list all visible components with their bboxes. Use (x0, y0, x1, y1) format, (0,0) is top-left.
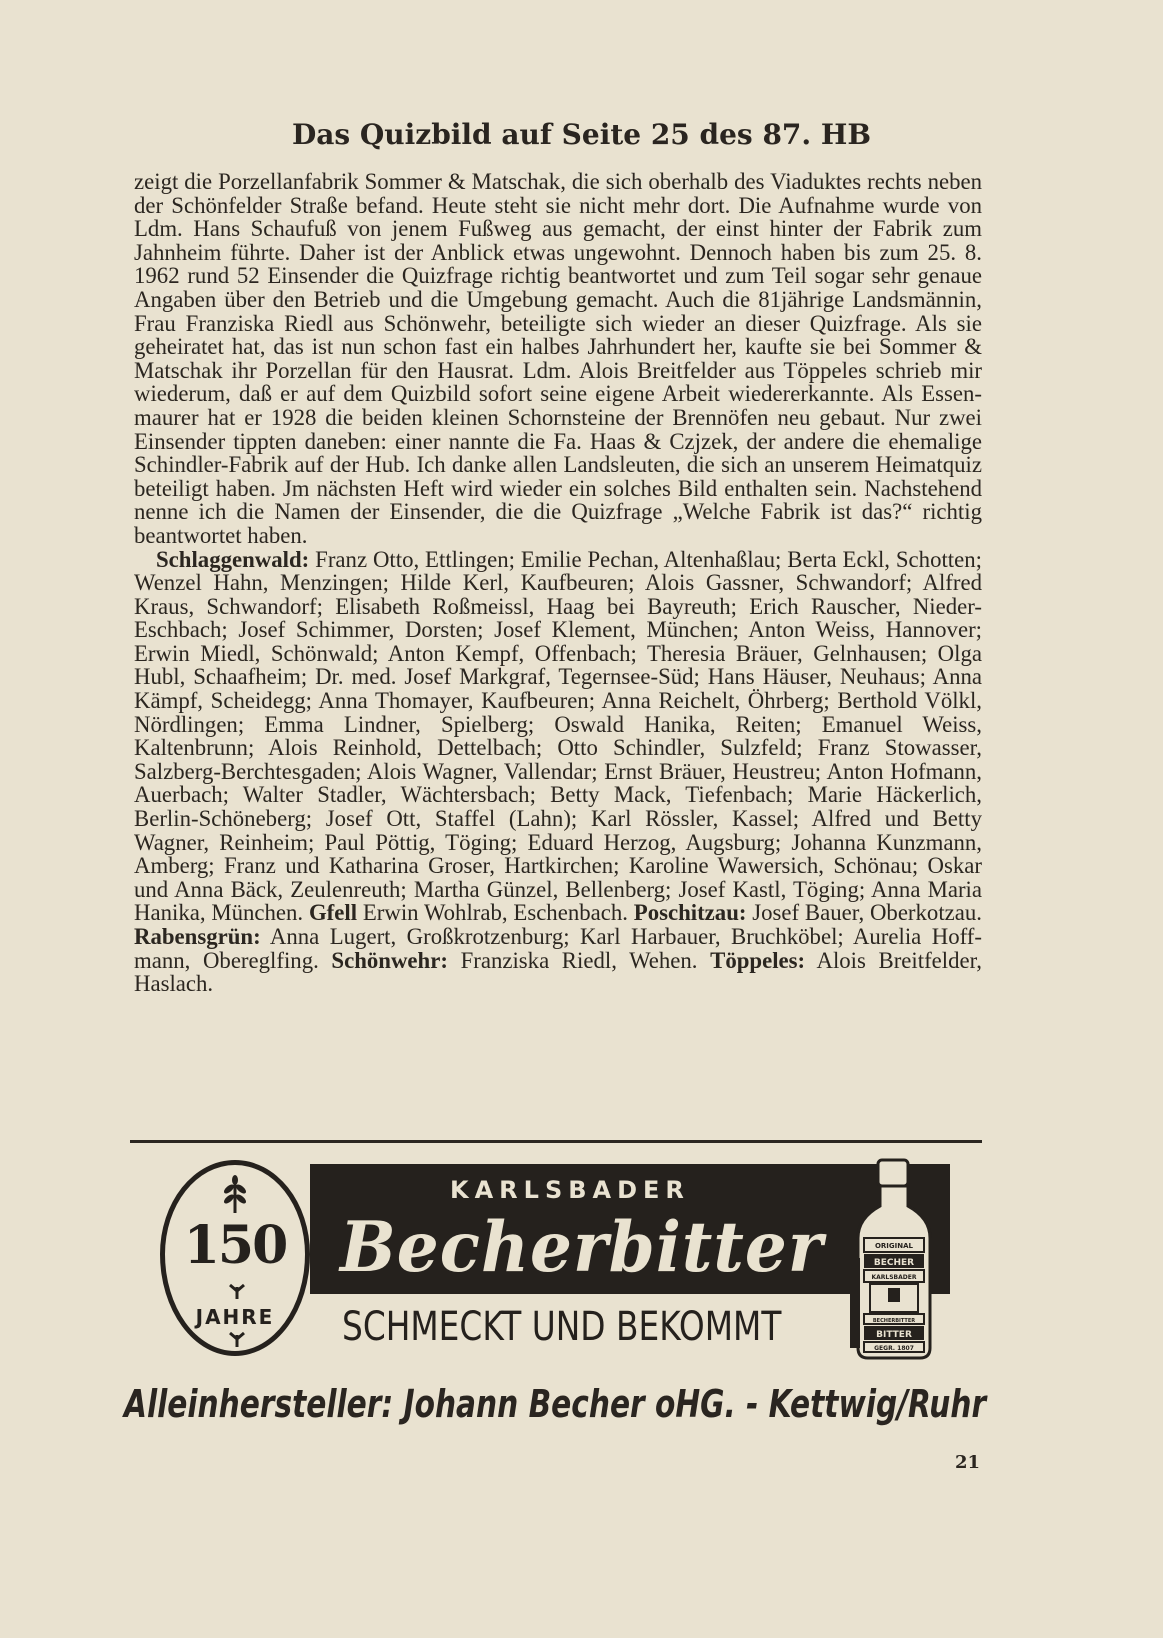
place-heading: Poschitzau: (633, 900, 747, 926)
bottle-label-text: BECHERBITTER (872, 1318, 916, 1324)
manufacturer-line: Alleinhersteller: Johann Becher oHG. - Kettwig/Ruhr (124, 1382, 987, 1426)
advertisement (160, 1158, 978, 1368)
bottle-label-text: GEGR. 1807 (874, 1345, 914, 1352)
badge-label: JAHRE (195, 1305, 275, 1329)
names-list: Franziska Riedl, Wehen. (447, 947, 711, 973)
names-list: Franz Otto, Ettlingen; Emilie Pechan, Altenhaßlau; Berta Eckl, Schotten; Wenzel Hahn, Menzingen; Hilde Kerl, Kaufbeuren; Alois Gassner, Schwandorf; Alfred Kraus, Schwandorf; Elisabeth Roßmeissl, Haag bei Bayreuth; Erich Rauscher, Nieder-Eschbach; Josef Schimmer, Dorsten; Josef Klement, München; Anton Weiss, Hannover; Erwin Miedl, Schönwald; Anton Kempf, Offenbach; Theresia Bräuer, Gelnhausen; Olga Hubl, Schaafheim; Dr. med. Josef Markgraf, Tegernsee-Süd; Hans Häuser, Neuhaus; Anna Kämpf, Scheidegg; Anna Thomayer, Kaufbeuren; Anna Reichelt, Öhrberg; Berthold Völkl, Nördlingen; Emma Lindner, Spielberg; Oswald Hanika, Reiten; Emanuel Weiss, Kaltenbrunn; Alois Reinhold, Dettelbach; Otto Schindler, Sulzfeld; Franz Stowasser, Salzberg-Berchtesgaden; Alois Wagner, Vallendar; Ernst Bräuer, Heustreu; Anton Hofmann, Auerbach; Walter Stadler, Wächtersbach; Betty Mack, Tiefenbach; Marie Häckerlich, Berlin-Schöneberg; Josef Ott, Staffel (Lahn); Karl Rössler, Kassel; Alfred und Betty Wagner, Reinheim; Paul Pöttig, Töging; Eduard Herzog, Augsburg; Johanna Kunzmann, Amberg; Franz und Katharina Groser, Hartkirchen; Karoline Wawersich, Schönau; Oskar und Anna Bäck, Zeulenreuth; Martha Günzel, Bellenberg; Josef Kastl, Töging; Anna Maria Hanika, München. (134, 546, 982, 926)
place-heading: Rabensgrün: (134, 924, 261, 949)
bottle-label-text: KARLSBADER (871, 1274, 917, 1281)
sprig-small-icon (227, 1331, 247, 1347)
article-paragraph-intro: zeigt die Porzellanfabrik Sommer & Matschak, die sich oberhalb des Viaduktes rechts neben der Schönfelder Straße befand. Heute steht sie nicht mehr dort. Die Aufnahme wurde von Ldm. Hans Schaufuß von jenem Fußweg aus gemacht, der einst hinter der Fabrik zum Jahnheim führte. Daher ist der Anblick etwas ungewohnt. Dennoch haben bis zum 25. 8. 1962 rund 52 Einsender die Quizfrage richtig beantwortet und zum Teil sogar sehr genaue Angaben über den Betrieb und die Umgebung gemacht. Auch die 81jährige Landsmännin, Frau Franziska Riedl aus Schönwehr, beteiligte sich wieder an dieser Quizfrage. Als sie geheiratet hat, das ist nun schon fast ein halbes Jahrhundert her, kaufte sie bei Sommer & Matschak ihr Porzellan für den Hausrat. Ldm. Alois Breitfelder aus Töppeles schrieb mir wiederum, daß er auf dem Quizbild sofort seine eigene Arbeit wiedererkannte. Als Essenmaurer hat er 1928 die beiden kleinen Schornsteine der Brennöfen neu gebaut. Nur zwei Einsender tippten daneben: einer nannte die Fa. Haas & Czjzek, der andere die ehemalige Schindler-Fabrik auf der Hub. Ich danke allen Landsleuten, die sich an unserem Heimatquiz beteiligt haben. Jm nächsten Heft wird wieder ein solches Bild enthalten sein. Nachstehend nenne ich die Namen der Einsender, die die Quizfrage „Welche Fabrik ist das?“ richtig beantwortet haben. (134, 169, 982, 548)
place-heading: Gfell (308, 900, 358, 926)
sprig-small-icon (227, 1283, 247, 1299)
place-heading: Schlaggenwald: (156, 546, 310, 572)
article-title: Das Quizbild auf Seite 25 des 87. HB (291, 118, 872, 151)
brand-name: Becherbitter (340, 1206, 824, 1288)
sprig-icon (220, 1175, 250, 1215)
names-list: Anna Lugert, Großkrotzenburg; Karl Harbauer, Bruchköbel; Aurelia Hoffmann, Obereglfing. (134, 924, 982, 973)
anniversary-badge (160, 1160, 310, 1356)
article-body (134, 170, 982, 996)
place-heading: Töppeles: (710, 947, 806, 973)
brand-overline: KARLSBADER (450, 1176, 690, 1204)
names-list: Josef Bauer, Oberkotzau. (746, 900, 982, 926)
article-paragraph-names (134, 548, 982, 996)
bottle-label-text: BECHER (873, 1258, 915, 1268)
names-list: Alois Breitfelder, Haslach. (134, 947, 983, 997)
bottle-label-text: ORIGINAL (874, 1242, 914, 1250)
names-list: Erwin Wohlrab, Eschenbach. (357, 900, 634, 926)
divider-rule (130, 1140, 982, 1143)
badge-number: 150 (183, 1215, 287, 1276)
page-number: 21 (954, 1452, 980, 1473)
bottle-label-text: BITTER (876, 1330, 912, 1340)
ad-slogan: SCHMECKT UND BEKOMMT (342, 1304, 782, 1350)
place-heading: Schönwehr: (331, 947, 448, 973)
bottle-illustration (850, 1158, 940, 1363)
